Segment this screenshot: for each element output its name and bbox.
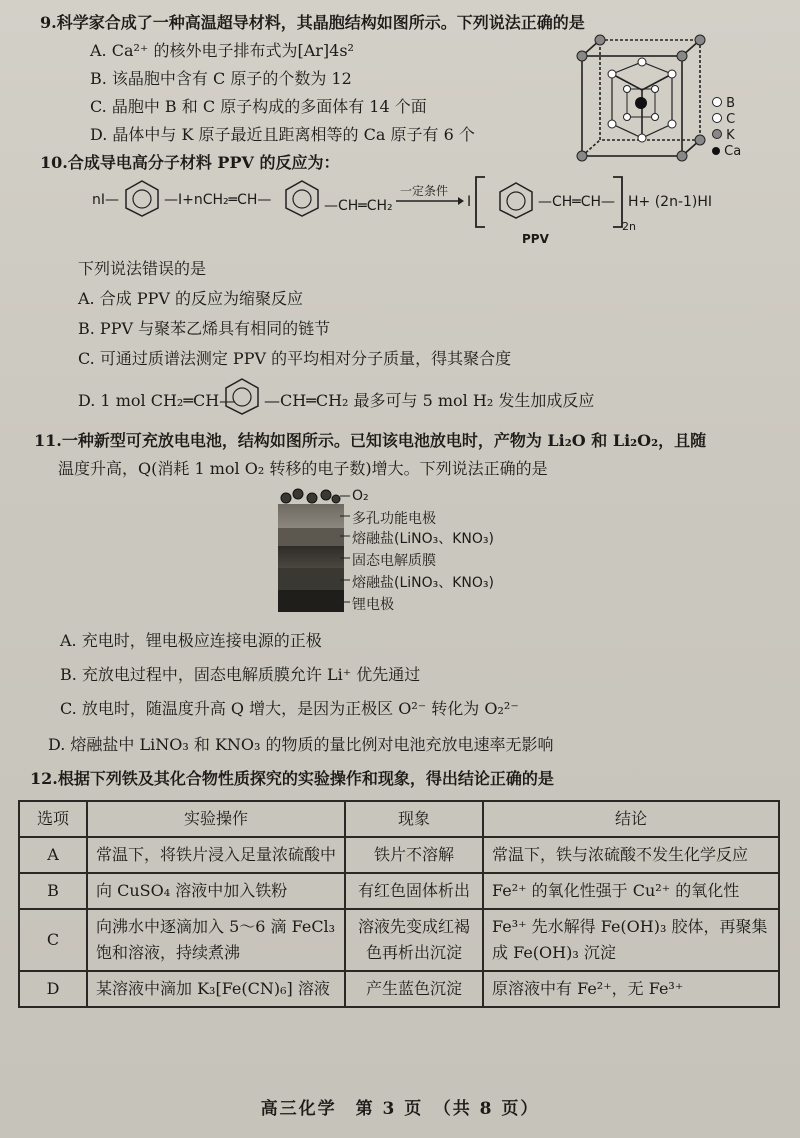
table-row <box>19 971 779 1007</box>
product-subscript: 2n <box>622 220 636 233</box>
row-a-operation: 常温下，将铁片浸入足量浓硫酸中 <box>87 837 345 873</box>
benzene-ring-icon <box>122 178 162 218</box>
battery-structure-diagram <box>278 486 344 616</box>
q10-option-b: B. PPV 与聚苯乙烯具有相同的链节 <box>78 319 331 338</box>
reactant-2: —CH═CH₂ <box>324 198 393 214</box>
label-lithium-electrode: 锂电极 <box>352 597 394 613</box>
reaction-arrow-icon <box>396 196 464 206</box>
row-a-conclusion: 常温下，铁与浓硫酸不发生化学反应 <box>483 837 779 873</box>
label-molten-salt-upper: 熔融盐(LiNO₃、KNO₃) <box>352 531 495 547</box>
q11-option-c: C. 放电时，随温度升高 Q 增大，是因为正极区 O²⁻ 转化为 O₂²⁻ <box>60 699 519 718</box>
crystal-cell-diagram <box>572 34 712 164</box>
row-a-phenomenon: 铁片不溶解 <box>345 837 483 873</box>
product-right: H+ (2n-1)HI <box>628 194 713 210</box>
header-phenomenon: 现象 <box>345 801 483 837</box>
crystal-legend <box>712 96 741 160</box>
q11-option-d: D. 熔融盐中 LiNO₃ 和 KNO₃ 的物质的量比例对电池充放电速率无影响 <box>48 735 554 754</box>
q10-option-c: C. 可通过质谱法测定 PPV 的平均相对分子质量，得其聚合度 <box>78 349 512 368</box>
q9-option-c: C. 晶胞中 B 和 C 原子构成的多面体有 14 个面 <box>90 97 427 116</box>
row-b-operation: 向 CuSO₄ 溶液中加入铁粉 <box>87 873 345 909</box>
row-c-option: C <box>19 909 87 971</box>
legend-k: K <box>726 128 735 143</box>
legend-ca: Ca <box>724 144 742 159</box>
q9-option-b: B. 该晶胞中含有 C 原子的个数为 12 <box>90 69 352 88</box>
row-d-option: D <box>19 971 87 1007</box>
q11-option-b: B. 充放电过程中，固态电解质膜允许 Li⁺ 优先通过 <box>60 665 421 684</box>
reactant-1-suffix: —I+nCH₂═CH— <box>164 192 272 208</box>
label-molten-salt-lower: 熔融盐(LiNO₃、KNO₃) <box>352 575 495 591</box>
header-operation: 实验操作 <box>87 801 345 837</box>
row-c-phenomenon: 溶液先变成红褐色再析出沉淀 <box>345 909 483 971</box>
bracket-left-icon <box>474 176 486 228</box>
row-a-option: A <box>19 837 87 873</box>
q11-option-a: A. 充电时，锂电极应连接电源的正极 <box>60 631 322 650</box>
row-c-conclusion: Fe³⁺ 先水解得 Fe(OH)₃ 胶体，再聚集成 Fe(OH)₃ 沉淀 <box>483 909 779 971</box>
header-conclusion: 结论 <box>483 801 779 837</box>
label-solid-electrolyte: 固态电解质膜 <box>352 553 436 569</box>
legend-b: B <box>726 96 736 111</box>
row-b-conclusion: Fe²⁺ 的氧化性强于 Cu²⁺ 的氧化性 <box>483 873 779 909</box>
q10-option-d-prefix: D. 1 mol CH₂═CH— <box>78 391 236 410</box>
table-header-row <box>19 801 779 837</box>
q12-table <box>18 800 780 1008</box>
reactant-1-prefix: nI— <box>92 192 120 208</box>
q9-option-d: D. 晶体中与 K 原子最近且距离相等的 Ca 原子有 6 个 <box>90 125 475 144</box>
legend-c: C <box>726 112 736 127</box>
q10-sub-stem: 下列说法错误的是 <box>78 259 207 278</box>
row-d-operation: 某溶液中滴加 K₃[Fe(CN)₆] 溶液 <box>87 971 345 1007</box>
product-end-group: I <box>467 194 472 210</box>
reaction-condition: 一定条件 <box>400 184 449 198</box>
q11-stem-line1: 11.一种新型可充放电电池，结构如图所示。已知该电池放电时，产物为 Li₂O 和 Li₂O₂，且随 <box>34 431 707 450</box>
table-row <box>19 909 779 971</box>
benzene-ring-icon <box>282 178 322 218</box>
benzene-ring-icon <box>496 180 536 220</box>
row-c-operation: 向沸水中逐滴加入 5～6 滴 FeCl₃ 饱和溶液，持续煮沸 <box>87 909 345 971</box>
label-porous-electrode: 多孔功能电极 <box>352 511 436 527</box>
label-o2: O₂ <box>352 488 369 504</box>
q10-option-d-suffix: —CH═CH₂ 最多可与 5 mol H₂ 发生加成反应 <box>264 391 595 410</box>
page-footer: 高三化学 第 3 页 （共 8 页） <box>260 1099 540 1119</box>
product-name: PPV <box>522 232 549 246</box>
row-b-phenomenon: 有红色固体析出 <box>345 873 483 909</box>
table-row <box>19 837 779 873</box>
header-option: 选项 <box>19 801 87 837</box>
table-row <box>19 873 779 909</box>
q12-stem: 12.根据下列铁及其化合物性质探究的实验操作和现象，得出结论正确的是 <box>30 769 554 788</box>
q10-stem: 10.合成导电高分子材料 PPV 的反应为： <box>40 153 340 172</box>
product-vinylene: —CH═CH— <box>538 194 616 210</box>
q9-option-a: A. Ca²⁺ 的核外电子排布式为[Ar]4s² <box>90 41 354 60</box>
row-b-option: B <box>19 873 87 909</box>
q11-stem-line2: 温度升高，Q(消耗 1 mol O₂ 转移的电子数)增大。下列说法正确的是 <box>58 459 548 478</box>
row-d-conclusion: 原溶液中有 Fe²⁺，无 Fe³⁺ <box>483 971 779 1007</box>
benzene-ring-icon <box>222 376 262 416</box>
q9-stem: 9.科学家合成了一种高温超导材料，其晶胞结构如图所示。下列说法正确的是 <box>40 13 585 32</box>
row-d-phenomenon: 产生蓝色沉淀 <box>345 971 483 1007</box>
q10-option-a: A. 合成 PPV 的反应为缩聚反应 <box>78 289 303 308</box>
